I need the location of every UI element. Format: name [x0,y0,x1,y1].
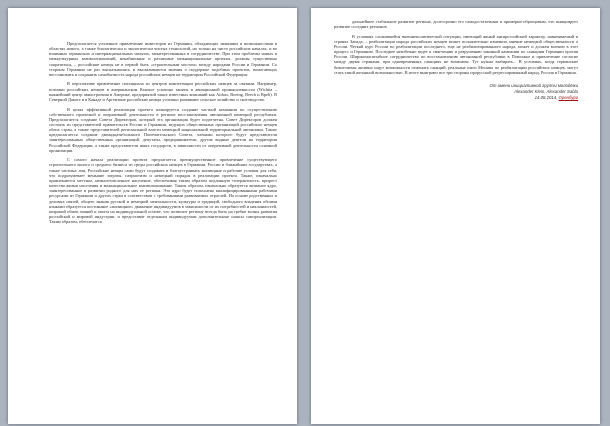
paragraph: В перспективе привлечение потенциала из центров компетенции российских немцев за связями. Например, потомки российских немцев в американском Канзасе успешно заняты в авиационной промышленности (Wichita – важнейший центр авиастроения в Америке, предприятий таких известных компаний как Airbus, Boeing, Beech и Bpeli). В Северной Дакоте и в Канаде и Аргентине российские немцы успешно развивают сельское хозяйство и скотоводство. [49,81,277,102]
signature-block [334,83,578,101]
paragraph: Предполагается усиленное привлечение инвесторов из Германии, обладающих знаниями и возможностями в областях нового, а также биологически и экологически чистых технологий, но только на чисто российских началах, и во взаимных германских и интернациональных началах, заинтересованных в сотрудничестве. При этом проблемы новых и межкультурных взаимоотношений, ненабженные и различные межнациональные проекты, должны существенно сократиться, – российские немцы не в первой быть «строительным мостом» между народами России и Германии. Со стороны Германии не раз высказывались и высказываются мнения о поддержке подобных проектов, помогающих восстановить и сохранить самобытность народа российских немцев на территории Российской Федерации. [49,41,277,77]
signature-location: Оренбург [558,94,578,100]
signature-group: От имени инициативной группы молодёжи [489,82,578,88]
page-body-right [334,19,578,416]
paragraph: В условиях сложившейся внешнеполитической ситуации, имеющий явный антироссийский характер, навязываемый в странах Запада, – реабилитация народа российских немцев может положительно изменить мнение немецкой общественности о России. Четкий курс России по реабилитации последнего, еще не реабилитированного народа, может и должен воочию в этот процесс и Германию. Последнее неизбежно ведет к смягчению и разрушению законной кампании по санкциям Германии против России. Широкомасштабное сотрудничество по восстановлению автономной республики в Поволжье и привлечение согласие между двумя странами, при одновременных санкциях не возможен. Тут нужно выбирать... В условиях, когда германские бизнесмены активно ищут возможности отменить санкций, реальные шаги Москвы по реабилитации российских немцев, могут стать такой желанной возможностью. В итоге выиграют все три стороны прорусской регрессированный народ, Россия и Германия. [334,33,578,75]
signature-date: 14.08.2014, [534,94,558,100]
signature-authors: Alexander Klein, Alexander Sabla [514,88,578,94]
signature-date-location [334,95,578,101]
document-page-right [311,8,600,424]
paragraph: дальнейшее стабильное развитие региона, долгосрочно его самодостаточным и примерно-образцовым, что инициирует развитие соседних регионов. [334,19,578,30]
document-page-left [8,8,297,424]
page-body-left [49,41,277,416]
paragraph: С самого начала реализации проекта предлагается преимущественное привлечение существующего строительного малого и среднего бизнеса из среды российских немцев в Германии, России и ближайших государствах, а также частных лиц. Российские немцы сами будут создавать и благоустраивать жилищные и рабочие условия для себя, что подразумевает меньшие затраты, патриотизм и немецкий порядок в реализации проекта. Также, изначально привлекаются местное, немногочисленное население, обеспечивая таким образом подлинную толерантность, прирост качества жизни населения и межнациональное взаимопонимание. Таким образом, изначально образуется активное ядро, заинтересованное в развитии родного для них ее региона. Это ядро будет пополнено квалифицированными рабочими ресурсами из Германии и других стран в соответствии с требованиями развиваемых отраслей. На основе родственных и деловых связей, общего знания русской и немецкой ментальности, культуры и традиций, свободного владения обоими языками образуется постоянное «жилищное» движение индивидуумов в зависимости от их потребностей и наклонностей, широкий обмен знаний и опыта на индивидуальной основе, что позволит региону всегда быть на гребне волны развития российской и мировой индустрии, и предоставит отдельным индивидуумам дополнительные шансы самореализации. Таким образом, обеспечится [49,157,277,225]
paragraph: В целях эффективной реализации проекта планируется создание частной компании по осуществлению собственного проектной и оперативной деятельности в регионе восстановления автономной немецкой республики. Предполагается создание Совета Директоров, который эта организация будет подотчетна. Совет Директоров должен состоять из представителей правительств России и Германии, ведущих общественных организаций российских немцев обеих стран, а также представителей региональной власти немецкой национальной территориальной автономии. Также предполагается создание двенадцатибольшого Попечительского Совета, членами которого будут представители заинтересованных общественных организаций, депутаты, предприниматели, другие видные деятели на территории Российской Федерации, а также представители иных государств, в зависимости от оперативной деятельности основной организации. [49,106,277,153]
